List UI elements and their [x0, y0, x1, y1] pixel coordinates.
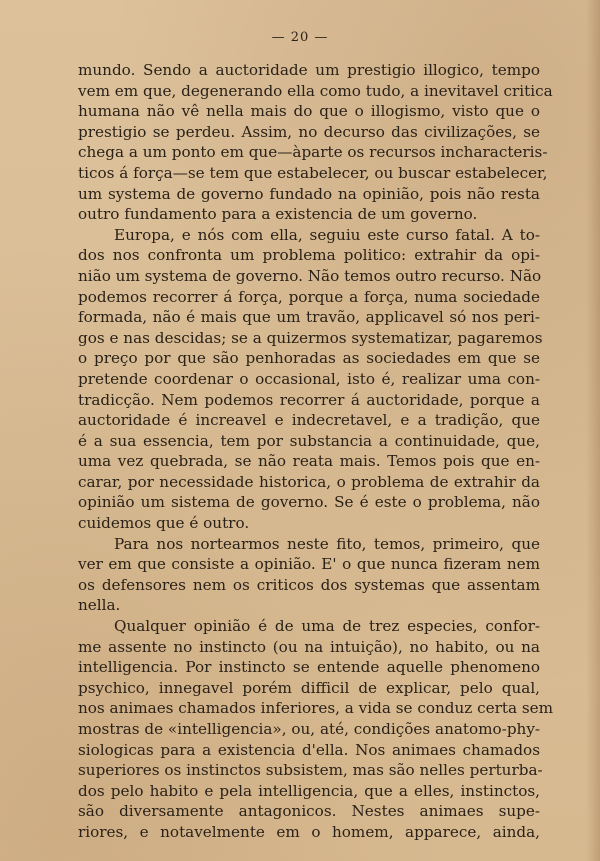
text-line: cuidemos que é outro.	[78, 514, 250, 533]
text-line: Qualquer opinião é de uma de trez especies, confor-	[114, 617, 540, 636]
text-line: um systema de governo fundado na opinião, pois não resta	[78, 184, 540, 203]
text-line: uma vez quebrada, se não reata mais. Temos pois que en-	[78, 452, 540, 471]
text-line: outro fundamento para a existencia de um governo.	[78, 205, 478, 224]
text-line: formada, não é mais que um travão, applicavel só nos peri-	[78, 308, 540, 327]
page-number: — 20 —	[271, 30, 329, 45]
text-line: me assente no instincto (ou na intuição), no habito, ou na	[78, 637, 540, 656]
text-line: chega a um ponto em que—àparte os recursos incharacteris-	[78, 143, 548, 162]
text-line: vem em que, degenerando ella como tudo, a inevitavel critica	[78, 81, 553, 100]
text-line: é a sua essencia, tem por substancia a continuidade, que,	[78, 431, 540, 450]
text-line: carar, por necessidade historica, o problema de extrahir da	[78, 472, 540, 491]
text-line: humana não vê nella mais do que o illogismo, visto que o	[78, 102, 540, 121]
text-line: dos nos confronta um problema politico: extrahir da opi-	[78, 246, 540, 265]
text-line: o preço por que são penhoradas as sociedades em que se	[78, 349, 540, 368]
text-line: ticos á força—se tem que estabelecer, ou buscar estabelecer,	[78, 163, 548, 182]
text-line: ver em que consiste a opinião. E' o que nunca fizeram nem	[78, 555, 540, 574]
text-line: nella.	[78, 596, 121, 615]
text-line: intelligencia. Por instincto se entende aquelle phenomeno	[78, 658, 540, 677]
text-line: tradicção. Nem podemos recorrer á auctoridade, porque a	[78, 390, 540, 409]
text-line: riores, e notavelmente em o homem, apparece, ainda,	[78, 822, 540, 841]
text-line: pretende coordenar o occasional, isto é, realizar uma con-	[78, 369, 540, 388]
text-line: Para nos nortearmos neste fito, temos, primeiro, que	[114, 534, 540, 553]
text-line: superiores os instinctos subsistem, mas são nelles perturba-	[78, 761, 543, 780]
page-edge-shadow	[586, 0, 600, 861]
text-line: opinião um sistema de governo. Se é este o problema, não	[78, 493, 540, 512]
text-line: Europa, e nós com ella, seguiu este curso fatal. A to-	[114, 225, 540, 244]
text-line: são diversamente antagonicos. Nestes animaes supe-	[78, 802, 540, 821]
text-line: gos e nas descidas; se a quizermos systematizar, pagaremos	[78, 328, 543, 347]
text-line: nos animaes chamados inferiores, a vida se conduz certa sem	[78, 699, 554, 718]
text-line: mundo. Sendo a auctoridade um prestigio illogico, tempo	[78, 61, 540, 79]
text-line: auctoridade é increavel e indecretavel, e a tradição, que	[78, 411, 540, 430]
body-text	[78, 60, 554, 843]
text-line: psychico, innegavel porém difficil de explicar, pelo qual,	[78, 678, 540, 697]
text-line: podemos recorrer á força, porque a força, numa sociedade	[78, 287, 540, 306]
text-line: siologicas para a existencia d'ella. Nos animaes chamados	[78, 740, 540, 759]
text-line: mostras de «intelligencia», ou, até, condições anatomo-phy-	[78, 720, 541, 738]
text-line: dos pelo habito e pela intelligencia, que a elles, instinctos,	[78, 781, 540, 800]
text-line: os defensores nem os criticos dos systemas que assentam	[78, 575, 540, 594]
text-line: nião um systema de governo. Não temos outro recurso. Não	[78, 266, 542, 285]
text-line: prestigio se perdeu. Assim, no decurso das civilizações, se	[78, 122, 540, 141]
